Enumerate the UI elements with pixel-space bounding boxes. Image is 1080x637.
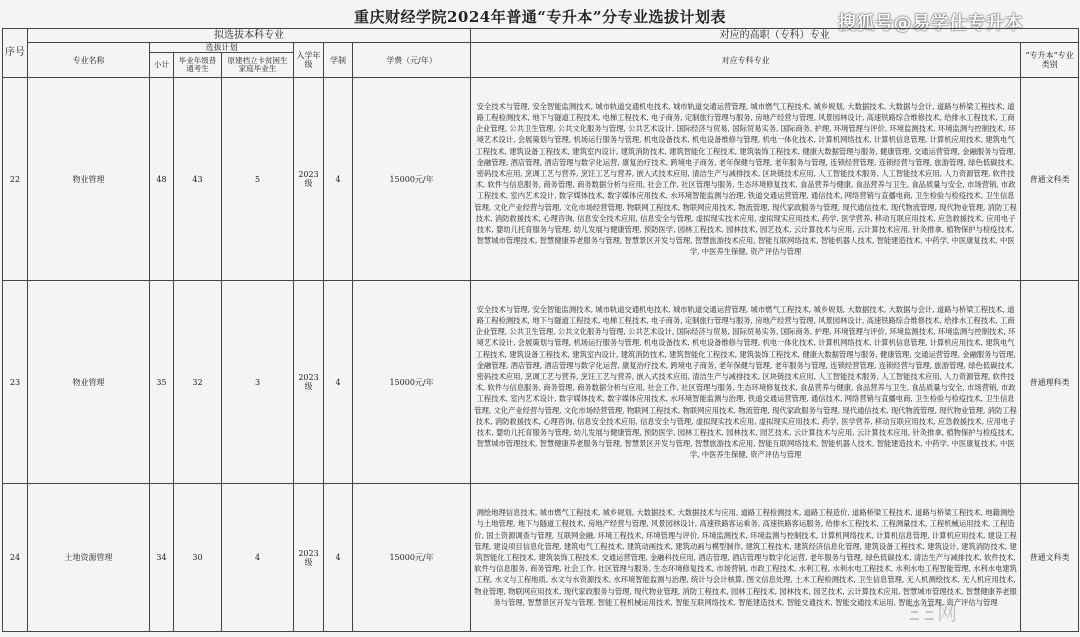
table-row — [3, 78, 1079, 281]
watermark-corner: ΞΞ网 — [908, 601, 960, 625]
table-row — [3, 484, 1079, 632]
cell-poverty: 5 — [222, 78, 294, 281]
cell-major: 土地资源管理 — [28, 484, 150, 632]
header-regular: 毕业年级普通考生 — [174, 53, 222, 78]
header-plan-group: 选拔计划 — [150, 43, 294, 53]
cell-vocational-majors: 测绘地理信息技术, 城市燃气工程技术, 城乡规划, 大数据技术, 大数据技术与应用, 道路工程检测技术, 道路工程造价, 道路桥梁工程技术, 道路与桥梁工程技术, 地籍测绘与土地管理, 地下与隧道工程技术, 房地产经营与管理, 风景园林设计, 高速铁路客运乘务, 高速铁路客运服务, 给排水工程技术, 工程测量技术, 工程机械运用技术, 工程造价, 国土资源调查与管理, 互联网金融, 环境工程技术, 环境管理与评价, 环境监测技术, 环境监测与控制技术, 计算机网络技术, 计算机信息管理, 计算机应用技术, 建设工程管理, 建设项目信息化管理, 建筑电气工程技术, 建筑动画技术, 建筑动画与模型制作, 建筑工程技术, 建筑经济信息化管理, 建筑设备工程技术, 建筑设计, 建筑消防技术, 建筑智能化工程技术, 建筑装饰工程技术, 交通运营管理, 金融科技应用, 酒店管理, 酒店管理与数字化运营, 老年服务与管理, 绿色低碳技术, 清洁生产与减排技术, 软件技术, 软件与信息服务, 商务管理, 社会工作, 社区管理与服务, 生态环境修复技术, 市场营销, 市政工程技术, 水利工程, 水利水电工程技术, 水利水电工程智能管理, 水利水电建筑工程, 水文与工程地质, 水文与水资源技术, 水环境智能监测与治理, 统计与会计核算, 图文信息处理, 土木工程检测技术, 卫生信息管理, 无人机测绘技术, 无人机应用技术, 物业管理, 物联网应用技术, 现代家政服务与管理, 现代物业管理, 消防工程技术, 园林工程技术, 园林技术, 园艺技术, 云计算技术应用, 智慧城市管理技术, 智慧健康养老服务与管理, 智慧景区开发与管理, 智能工程机械运用技术, 智能互联网络技术, 智能建造技术, 智能交通技术, 智能交通技术运用, 智能水务管理, 资产评估与管理 — [471, 484, 1021, 632]
cell-major: 物业管理 — [28, 78, 150, 281]
cell-seq: 23 — [3, 281, 28, 484]
header-year: 入学年级 — [294, 43, 324, 78]
header-subtotal: 小计 — [150, 53, 174, 78]
header-undergrad-group: 拟选拔本科专业 — [28, 29, 471, 43]
cell-year: 2023级 — [294, 484, 324, 632]
cell-vocational-majors: 安全技术与管理, 安全智能监测技术, 城市轨道交通机电技术, 城市轨道交通运营管理, 城市燃气工程技术, 城乡规划, 大数据技术, 大数据与会计, 道路与桥梁工程技术, 道路工程检测技术, 地下与隧道工程技术, 电梯工程技术, 电子商务, 定制旅行管理与服务, 房地产经营与管理, 风景园林设计, 高速铁路综合维修技术, 给排水工程技术, 工商企业管理, 公共卫生管理, 公共文化服务与管理, 公共艺术设计, 国际经济与贸易, 国际贸易实务, 国际商务, 护理, 环境管理与评价, 环境监测技术, 环境监测与控制技术, 环境艺术设计, 会展策划与管理, 机场运行服务与管理, 机电设备技术, 机电设备维修与管理, 机电一体化技术, 计算机网络技术, 计算机信息管理, 计算机应用技术, 建筑电气工程技术, 建筑设备工程技术, 建筑室内设计, 建筑消防技术, 建筑智能化工程技术, 建筑装饰工程技术, 健康大数据管理与服务, 健康管理, 交通运营管理, 金融服务与管理, 金融管理, 酒店管理, 酒店管理与数字化运营, 康复治疗技术, 跨境电子商务, 老年保健与管理, 老年服务与管理, 连锁经营管理, 连锁经营与管理, 旅游管理, 绿色低碳技术, 密码技术应用, 烹调工艺与营养, 烹饪工艺与营养, 嵌入式技术应用, 清洁生产与减排技术, 区块链技术应用, 人工智能技术服务, 人工智能技术应用, 人力资源管理, 软件技术, 软件与信息服务, 商务管理, 商务数据分析与应用, 社会工作, 社区管理与服务, 生态环境修复技术, 食品营养与健康, 食品营养与卫生, 食品质量与安全, 市场营销, 市政工程技术, 室内艺术设计, 数字媒体技术, 数字媒体应用技术, 水环境智能监测与治理, 铁道交通运营管理, 通信技术, 网络营销与直播电商, 卫生检验与检疫技术, 卫生信息管理, 文化产业经营与管理, 文化市场经营管理, 物联网工程技术, 物联网应用技术, 物流管理, 现代家政服务与管理, 现代通信技术, 现代物流管理, 现代物业管理, 消防工程技术, 消防救援技术, 心理咨询, 信息安全技术应用, 信息安全与管理, 虚拟现实技术应用, 虚拟现实应用技术, 药学, 医学营养, 移动互联应用技术, 应急救援技术, 应用电子技术, 婴幼儿托育服务与管理, 幼儿发展与健康管理, 预防医学, 园林工程技术, 园林技术, 园艺技术, 云计算技术与应用, 云计算技术应用, 针灸推拿, 植物保护与检疫技术, 智慧城市管理技术, 智慧健康养老服务与管理, 智慧景区开发与管理, 智慧旅游技术应用, 智能互联网络技术, 智能机器人技术, 智能建造技术, 中药学, 中医康复技术, 中医学, 中医养生保健, 资产评估与管理 — [471, 78, 1021, 281]
header-category: “专升本”专业类别 — [1021, 43, 1079, 78]
cell-category: 普通文科类 — [1021, 484, 1079, 632]
cell-regular: 32 — [174, 281, 222, 484]
table-row — [3, 281, 1079, 484]
cell-seq: 22 — [3, 78, 28, 281]
cell-vocational-majors: 安全技术与管理, 安全智能监测技术, 城市轨道交通机电技术, 城市轨道交通运营管理, 城市燃气工程技术, 城乡规划, 大数据技术, 大数据与会计, 道路与桥梁工程技术, 道路工程检测技术, 地下与隧道工程技术, 电梯工程技术, 电子商务, 定制旅行管理与服务, 房地产经营与管理, 风景园林设计, 高速铁路综合维修技术, 给排水工程技术, 工商企业管理, 公共卫生管理, 公共文化服务与管理, 公共艺术设计, 国际经济与贸易, 国际贸易实务, 国际商务, 护理, 环境管理与评价, 环境监测技术, 环境监测与控制技术, 环境艺术设计, 会展策划与管理, 机场运行服务与管理, 机电设备技术, 机电设备维修与管理, 机电一体化技术, 计算机网络技术, 计算机信息管理, 计算机应用技术, 建筑电气工程技术, 建筑设备工程技术, 建筑室内设计, 建筑消防技术, 建筑智能化工程技术, 建筑装饰工程技术, 健康大数据管理与服务, 健康管理, 交通运营管理, 金融服务与管理, 金融管理, 酒店管理, 酒店管理与数字化运营, 康复治疗技术, 跨境电子商务, 老年保健与管理, 老年服务与管理, 连锁经营管理, 连锁经营与管理, 旅游管理, 绿色低碳技术, 密码技术应用, 烹调工艺与营养, 烹饪工艺与营养, 嵌入式技术应用, 清洁生产与减排技术, 区块链技术应用, 人工智能技术服务, 人工智能技术应用, 人力资源管理, 软件技术, 软件与信息服务, 商务管理, 商务数据分析与应用, 社会工作, 社区管理与服务, 生态环境修复技术, 食品营养与健康, 食品营养与卫生, 食品质量与安全, 市场营销, 市政工程技术, 室内艺术设计, 数字媒体技术, 数字媒体应用技术, 水环境智能监测与治理, 铁道交通运营管理, 通信技术, 网络营销与直播电商, 卫生检验与检疫技术, 卫生信息管理, 文化产业经营与管理, 文化市场经营管理, 物联网工程技术, 物联网应用技术, 物流管理, 现代家政服务与管理, 现代通信技术, 现代物流管理, 现代物业管理, 消防工程技术, 消防救援技术, 心理咨询, 信息安全技术应用, 信息安全与管理, 虚拟现实技术应用, 虚拟现实应用技术, 药学, 医学营养, 移动互联应用技术, 应急救援技术, 应用电子技术, 婴幼儿托育服务与管理, 幼儿发展与健康管理, 预防医学, 园林工程技术, 园林技术, 园艺技术, 云计算技术与应用, 云计算技术应用, 针灸推拿, 植物保护与检疫技术, 智慧城市管理技术, 智慧健康养老服务与管理, 智慧景区开发与管理, 智慧旅游技术应用, 智能互联网络技术, 智能机器人技术, 智能建造技术, 中药学, 中医康复技术, 中医学, 中医养生保健, 资产评估与管理 — [471, 281, 1021, 484]
cell-subtotal: 35 — [150, 281, 174, 484]
header-seq: 序号 — [3, 29, 28, 78]
watermark-sohu: 搜狐号@易学仕专升本 — [838, 13, 1023, 34]
cell-tuition: 15000元/年 — [353, 281, 471, 484]
cell-duration: 4 — [324, 281, 353, 484]
cell-regular: 43 — [174, 78, 222, 281]
cell-category: 普通理科类 — [1021, 281, 1079, 484]
cell-regular: 30 — [174, 484, 222, 632]
plan-table — [2, 28, 1079, 632]
cell-duration: 4 — [324, 78, 353, 281]
cell-poverty: 4 — [222, 484, 294, 632]
header-poverty: 原建档立卡贫困生家庭毕业生 — [222, 53, 294, 78]
cell-tuition: 15000元/年 — [353, 484, 471, 632]
cell-poverty: 3 — [222, 281, 294, 484]
cell-subtotal: 34 — [150, 484, 174, 632]
header-major-name: 专业名称 — [28, 43, 150, 78]
header-tuition: 学费（元/年） — [353, 43, 471, 78]
cell-duration: 4 — [324, 484, 353, 632]
cell-category: 普通文科类 — [1021, 78, 1079, 281]
header-duration: 学制 — [324, 43, 353, 78]
header-vocational-group: 对应的高职（专科）专业 — [471, 29, 1079, 43]
cell-year: 2023级 — [294, 78, 324, 281]
cell-year: 2023级 — [294, 281, 324, 484]
page-title: 重庆财经学院2024年普通“专升本”分专业选拔计划表 — [353, 8, 726, 26]
cell-tuition: 15000元/年 — [353, 78, 471, 281]
cell-seq: 24 — [3, 484, 28, 632]
cell-subtotal: 48 — [150, 78, 174, 281]
header-vocational-majors: 对应专科专业 — [471, 43, 1021, 78]
cell-major: 物业管理 — [28, 281, 150, 484]
